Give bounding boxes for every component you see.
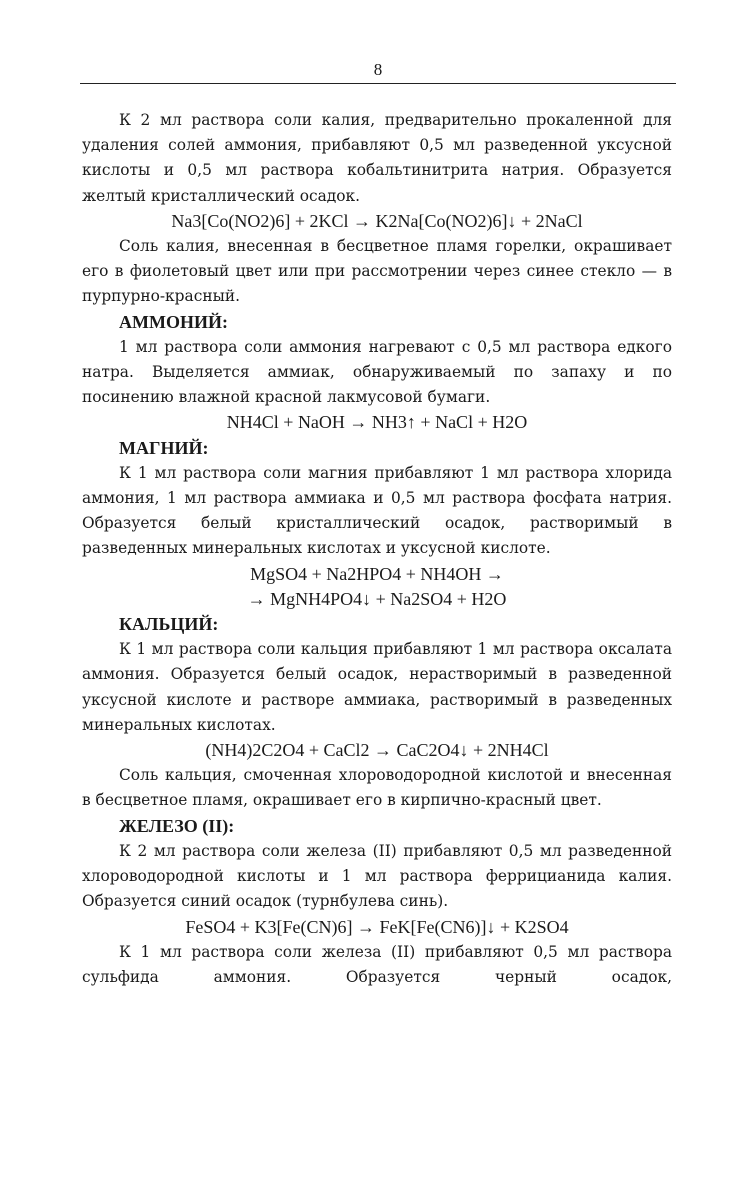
equation-ammonium: NH4Cl + NaOH → NH3↑ + NaCl + H2O — [226, 412, 528, 433]
heading-iron-ii: ЖЕЛЕЗО (II): — [119, 815, 235, 836]
paragraph-calcium-flame: Соль кальция, смоченная хлороводородной кислотой и внесенная в бесцветное пламя, окрашивает его в кирпично-красный цвет. — [82, 766, 672, 810]
paragraph-magnesium-test: К 1 мл раствора соли магния прибавляют 1 мл раствора хлорида аммония, 1 мл раствора аммиака и 0,5 мл раствора фосфата натрия. Образуется белый кристаллический осадок, растворимый в разведенных минеральных кислотах и уксусной кислоте. — [82, 463, 672, 558]
equation-iron: FeSO4 + K3[Fe(CN)6] → FeK[Fe(CN6)]↓ + K2SO4 — [185, 916, 569, 937]
equation-potassium: Na3[Co(NO2)6] + 2KCl → K2Na[Co(NO2)6]↓ + 2NaCl — [171, 210, 583, 231]
paragraph-iron-ferricyanide-test: К 2 мл раствора соли железа (II) прибавляют 0,5 мл разведенной хлороводородной кислоты и 1 мл раствора феррицианида калия. Образуется синий осадок (турнбулева синь). — [82, 841, 672, 911]
equation-calcium: (NH4)2C2O4 + CaCl2 → CaC2O4↓ + 2NH4Cl — [205, 740, 549, 761]
equation-magnesium-line1: MgSO4 + Na2HPO4 + NH4OH → — [250, 563, 504, 584]
paragraph-calcium-test: К 1 мл раствора соли кальция прибавляют 1 мл раствора оксалата аммония. Образуется белый осадок, нерастворимый в разведенной уксусной кислоте и растворе аммиака, растворимый в разведенных минеральных кислотах. — [82, 640, 672, 734]
paragraph-iron-sulfide-test: К 1 мл раствора соли железа (II) прибавляют 0,5 мл раствора сульфида аммония. Образуется черный осадок, — [82, 942, 672, 986]
header-rule — [80, 83, 676, 84]
paragraph-ammonium-test: 1 мл раствора соли аммония нагревают с 0,5 мл раствора едкого натра. Выделяется аммиак, обнаруживаемый по запаху и по посинению влажной красной лакмусовой бумаги. — [82, 337, 672, 407]
page-number: 8 — [373, 60, 383, 79]
paragraph-potassium-test: К 2 мл раствора соли калия, предварительно прокаленной для удаления солей аммония, прибавляют 0,5 мл разведенной уксусной кислоты и 0,5 мл раствора кобальтинитрита натрия. Образуется желтый кристаллический осадок. — [82, 111, 672, 205]
heading-calcium: КАЛЬЦИЙ: — [119, 614, 219, 635]
equation-magnesium-line2: → MgNH4PO4↓ + Na2SO4 + H2O — [247, 588, 507, 609]
heading-magnesium: МАГНИЙ: — [119, 437, 209, 458]
paragraph-potassium-flame: Соль калия, внесенная в бесцветное пламя горелки, окрашивает его в фиолетовый цвет или при рассмотрении через синее стекло — в пурпурно-красный. — [82, 237, 672, 306]
page-body — [82, 108, 672, 990]
heading-ammonium: АММОНИЙ: — [119, 311, 228, 332]
